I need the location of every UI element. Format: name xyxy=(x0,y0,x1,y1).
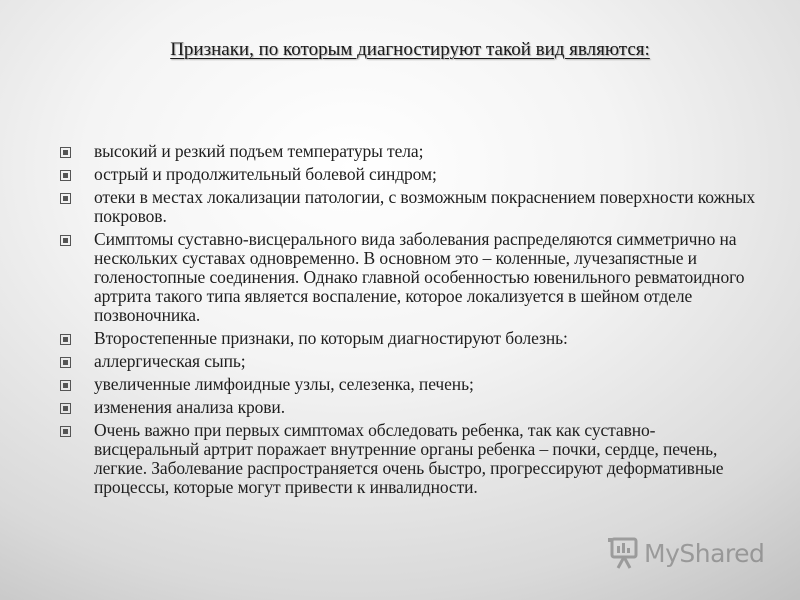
watermark-text: MyShared xyxy=(644,538,765,568)
square-bullet-icon xyxy=(60,403,71,414)
square-bullet-icon xyxy=(60,334,71,345)
bullet-text: отеки в местах локализации патологии, с возможным покраснением поверхности кожных покровов. xyxy=(94,187,756,226)
square-bullet-icon xyxy=(60,235,71,246)
square-bullet-icon xyxy=(60,426,71,437)
list-item xyxy=(60,398,760,417)
list-item xyxy=(60,230,760,325)
bullet-text: увеличенные лимфоидные узлы, селезенка, печень; xyxy=(94,374,474,394)
list-item xyxy=(60,142,760,161)
list-item xyxy=(60,352,760,371)
square-bullet-icon xyxy=(60,193,71,204)
bullet-text: острый и продолжительный болевой синдром; xyxy=(94,164,437,184)
square-bullet-icon xyxy=(60,380,71,391)
watermark-logo xyxy=(606,536,764,570)
bullet-text: Второстепенные признаки, по которым диагностируют болезнь: xyxy=(94,328,568,348)
bullet-text: Очень важно при первых симптомах обследовать ребенка, так как суставно-висцеральный артрит поражает внутренние органы ребенка – почки, сердце, печень, легкие. Заболевание распространяется очень быстро, прогрессируют деформативные процессы, которые могут привести к инвалидности. xyxy=(94,420,724,497)
list-item xyxy=(60,421,760,497)
bullet-text: Симптомы суставно-висцерального вида заболевания распределяются симметрично на нескольких суставах одновременно. В основном это – коленные, лучезапястные и голеностопные соединения. Однако главной особенностью ювенильного ревматоидного артрита такого типа является воспаление, которое локализуется в шейном отделе позвоночника. xyxy=(94,229,745,325)
list-item xyxy=(60,188,760,226)
bullet-text: аллергическая сыпь; xyxy=(94,351,246,371)
list-item xyxy=(60,329,760,348)
list-item xyxy=(60,165,760,184)
square-bullet-icon xyxy=(60,170,71,181)
bullet-text: высокий и резкий подъем температуры тела; xyxy=(94,141,424,161)
list-item xyxy=(60,375,760,394)
square-bullet-icon xyxy=(60,147,71,158)
bullet-list xyxy=(60,142,760,501)
presentation-board-icon xyxy=(606,536,640,570)
bullet-text: изменения анализа крови. xyxy=(94,397,285,417)
square-bullet-icon xyxy=(60,357,71,368)
slide-title: Признаки, по которым диагностируют такой вид являются: xyxy=(170,39,650,60)
